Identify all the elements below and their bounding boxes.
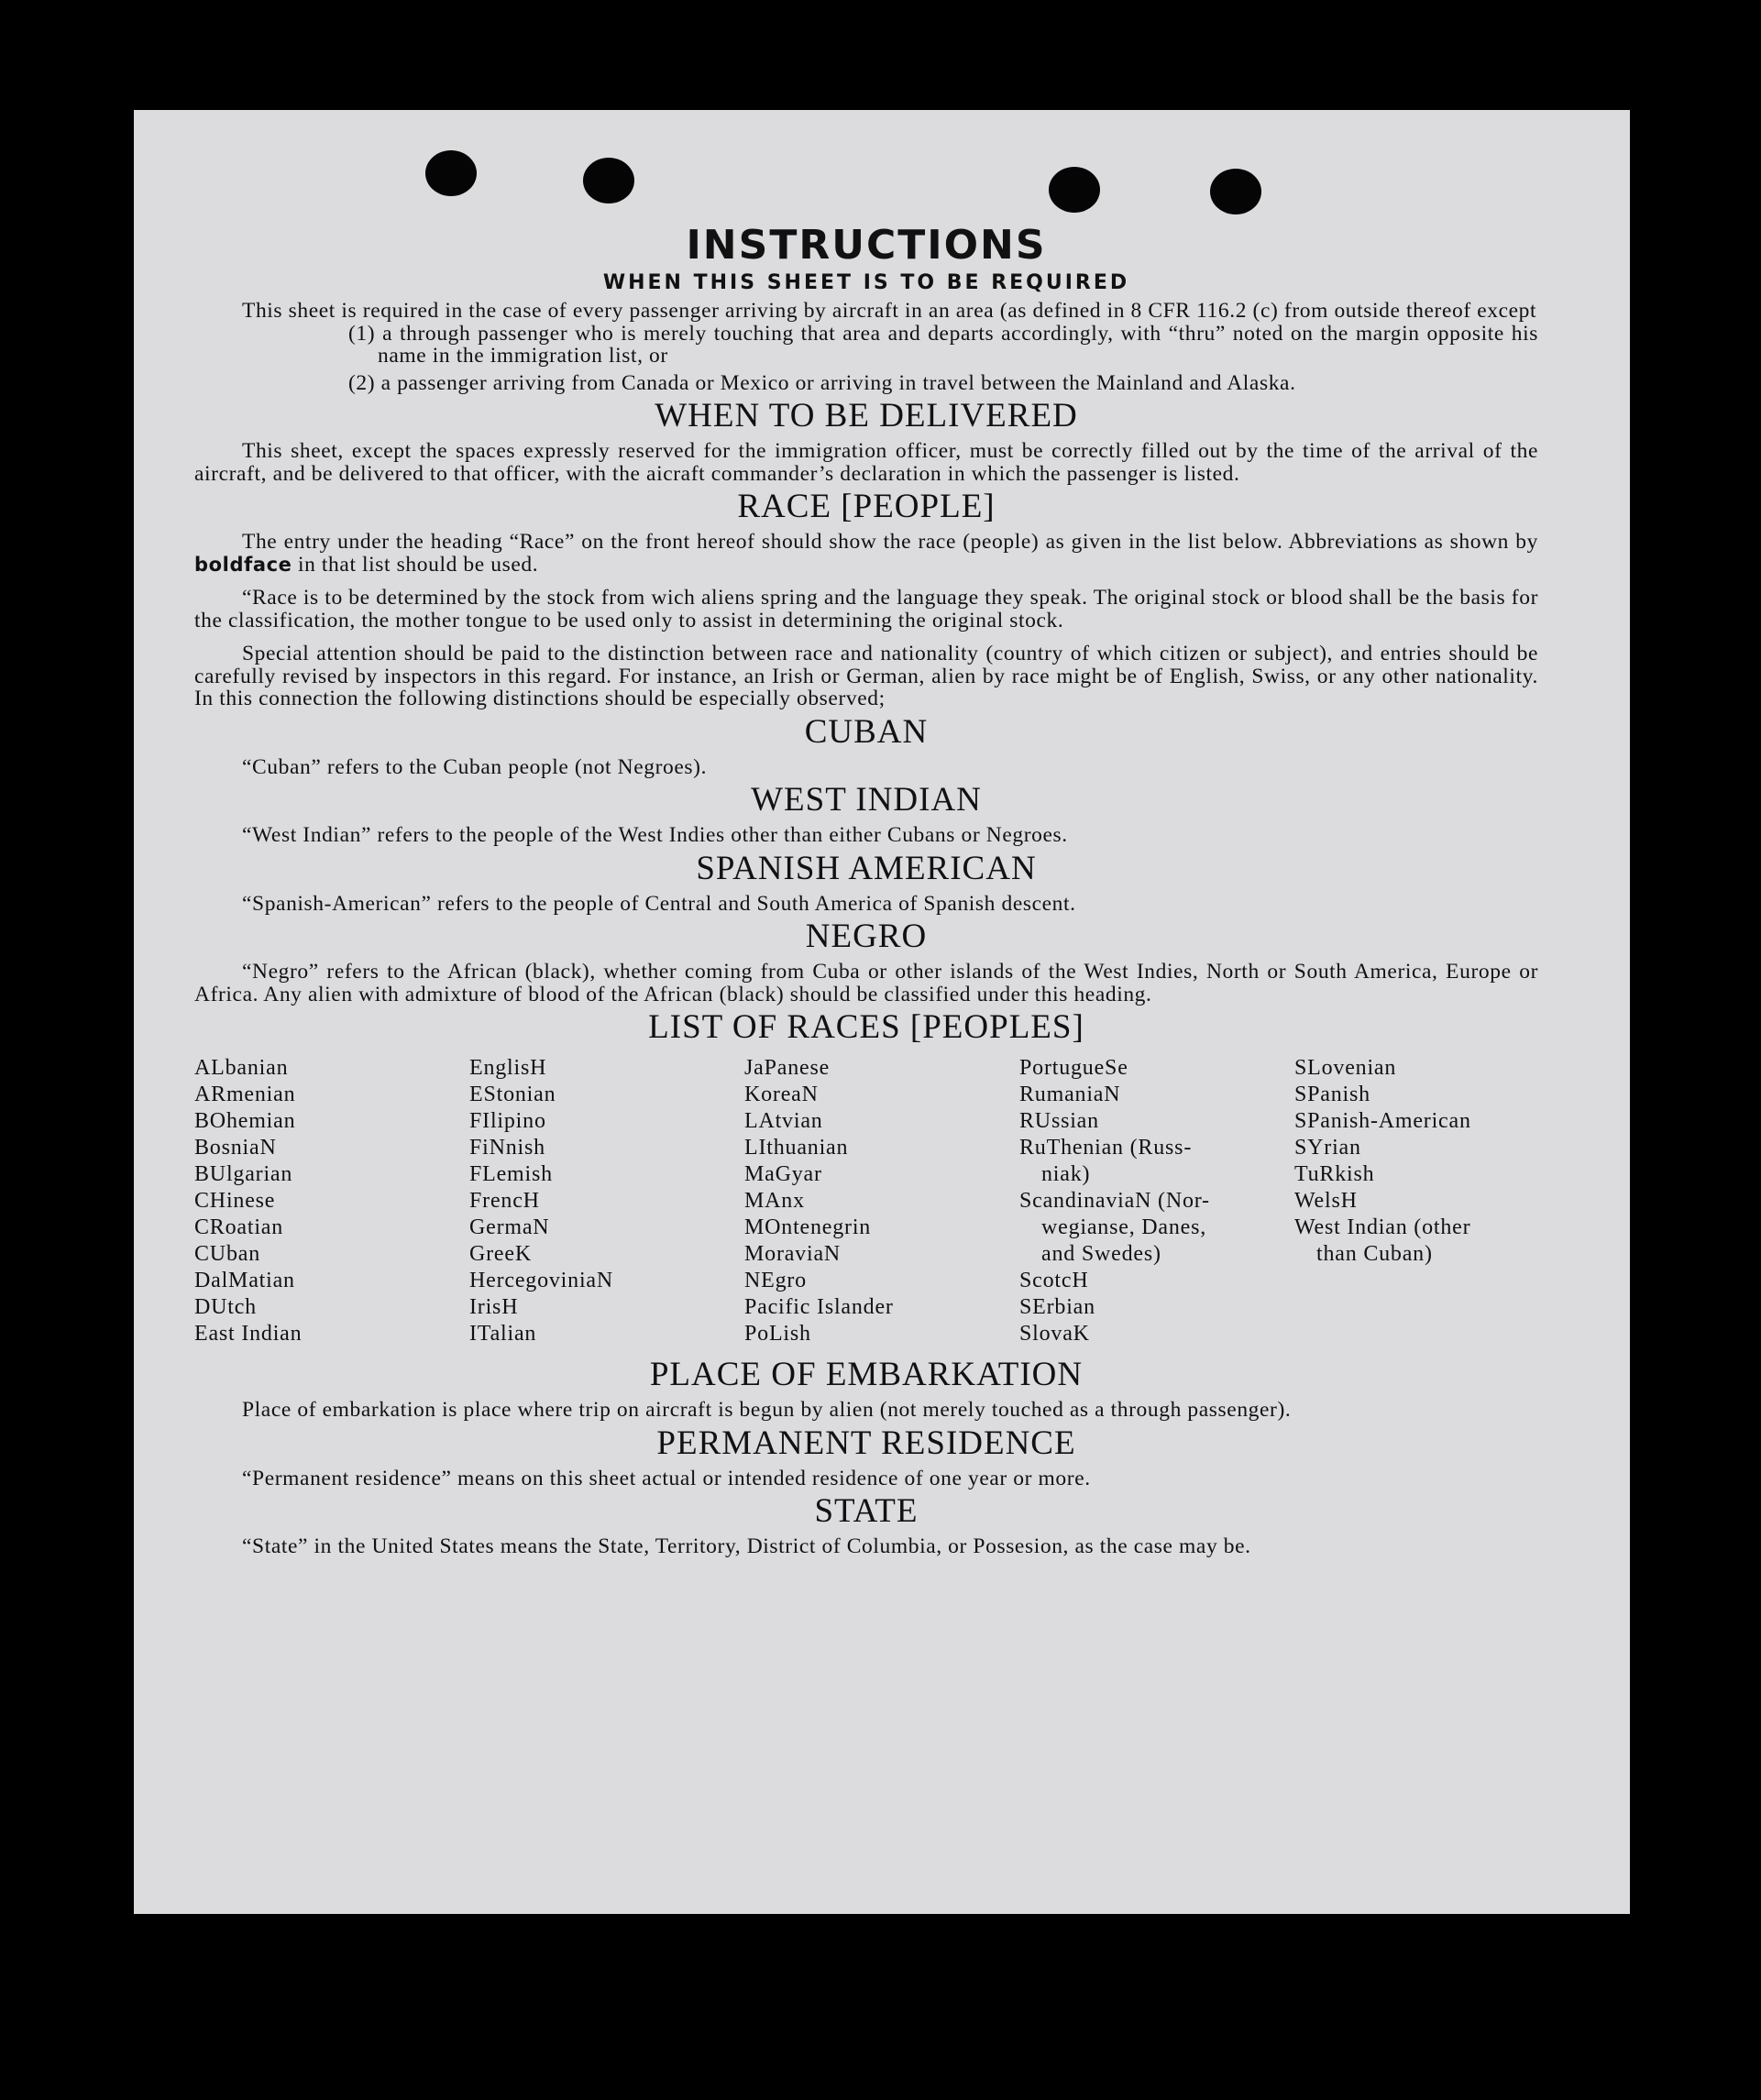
- race-entry: FLemish: [469, 1162, 553, 1186]
- race-entry: MOntenegrin: [744, 1215, 872, 1239]
- race-entry: KoreaN: [744, 1083, 819, 1106]
- west-indian-text: “West Indian” refers to the people of the West Indies other than either Cubans or Negroes.: [242, 823, 1068, 847]
- race-entry: CRoatian: [194, 1215, 284, 1239]
- race-entry: FiNnish: [469, 1136, 545, 1160]
- races-column-5: [1294, 1055, 1542, 1347]
- negro-heading: NEGRO: [805, 918, 928, 955]
- delivered-heading: WHEN TO BE DELIVERED: [655, 397, 1078, 434]
- race-entry: GermaN: [469, 1215, 550, 1239]
- races-column-4: [1019, 1055, 1294, 1347]
- residence-heading: PERMANENT RESIDENCE: [656, 1424, 1076, 1462]
- race-entry: FIlipino: [469, 1109, 546, 1133]
- state-text: “State” in the United States means the State, Territory, District of Columbia, or Possesion, as the case may be.: [242, 1534, 1251, 1558]
- race-entry: ITalian: [469, 1322, 537, 1346]
- residence-text: “Permanent residence” means on this sheet actual or intended residence of one year or more.: [242, 1466, 1091, 1490]
- race-entry: BUlgarian: [194, 1162, 293, 1186]
- punch-hole: [425, 150, 477, 196]
- race-entry: MoraviaN: [744, 1242, 842, 1266]
- embarkation-text: Place of embarkation is place where trip on aircraft is begun by alien (not merely touched as a through passenger).: [242, 1398, 1292, 1422]
- race-entry: than Cuban): [1316, 1242, 1433, 1266]
- race-entry: ScandinaviaN (Nor-: [1019, 1189, 1210, 1213]
- race-entry: TuRkish: [1294, 1162, 1375, 1186]
- race-entry: DUtch: [194, 1295, 257, 1319]
- race-entry: LAtvian: [744, 1109, 823, 1133]
- race-entry: CUban: [194, 1242, 260, 1266]
- embarkation-heading: PLACE OF EMBARKATION: [649, 1356, 1084, 1393]
- required-heading: WHEN THIS SHEET IS TO BE REQUIRED: [602, 271, 1130, 294]
- race-entry: BosniaN: [194, 1136, 277, 1160]
- race-entry: FrencH: [469, 1189, 540, 1213]
- boldface-word: boldface: [194, 553, 292, 576]
- races-column-2: [469, 1055, 744, 1347]
- race-entry: HercegoviniaN: [469, 1269, 614, 1292]
- race-entry: WelsH: [1294, 1189, 1358, 1213]
- race-entry: ALbanian: [194, 1056, 289, 1080]
- race-entry: RuThenian (Russ-: [1019, 1136, 1193, 1160]
- races-list-heading: LIST OF RACES [PEOPLES]: [648, 1008, 1084, 1046]
- race-entry: MAnx: [744, 1189, 805, 1213]
- page-title: INSTRUCTIONS: [686, 222, 1047, 269]
- required-intro: This sheet is required in the case of every passenger arriving by aircraft in an area (as defined in 8 CFR 116.2 (c) from outside thereof except: [242, 299, 1537, 323]
- race-entry: EStonian: [469, 1083, 556, 1106]
- race-entry: Pacific Islander: [744, 1295, 894, 1319]
- race-paragraph-3: Special attention should be paid to the distinction between race and nationality (country of which citizen or subject), and entries should be carefully revised by inspectors in this regard. For instance, an Irish or German, alien by race might be of English, Swiss, or any other nationality. In this connection the following distinctions should be especially observed;: [194, 642, 1538, 710]
- race-paragraph-2: “Race is to be determined by the stock from wich aliens spring and the language they speak. The original stock or blood shall be the basis for the classification, the mother tongue to be used only to assist in determining the original stock.: [194, 586, 1538, 632]
- race-entry: and Swedes): [1041, 1242, 1161, 1266]
- races-column-3: [744, 1055, 1019, 1347]
- delivered-text: This sheet, except the spaces expressly reserved for the immigration officer, must be correctly filled out by the time of the arrival of the aircraft, and be delivered to that officer, with the aicraft commander’s declaration in which the passenger is listed.: [194, 439, 1538, 486]
- spanish-american-heading: SPANISH AMERICAN: [696, 849, 1037, 887]
- race-entry: CHinese: [194, 1189, 276, 1213]
- race-entry: East Indian: [194, 1322, 303, 1346]
- race-entry: SPanish-American: [1294, 1109, 1471, 1133]
- race-entry: SYrian: [1294, 1136, 1361, 1160]
- punch-hole: [1049, 167, 1100, 213]
- negro-text: “Negro” refers to the African (black), whether coming from Cuba or other islands of the West Indies, North or South America, Europe or Africa. Any alien with admixture of blood of the African (black) should be classified under this heading.: [194, 960, 1538, 1006]
- exception-item-2: (2) a passenger arriving from Canada or Mexico or arriving in travel between the Mainland and Alaska.: [348, 370, 1296, 395]
- punch-hole: [1210, 169, 1261, 214]
- race-entry: ScotcH: [1019, 1269, 1089, 1292]
- race-entry: SPanish: [1294, 1083, 1370, 1106]
- races-column-1: [194, 1055, 469, 1347]
- race-entry: DalMatian: [194, 1269, 295, 1292]
- document-body: [194, 222, 1538, 1558]
- race-entry: EnglisH: [469, 1056, 547, 1080]
- race-entry: SLovenian: [1294, 1056, 1397, 1080]
- state-heading: STATE: [814, 1492, 919, 1530]
- race-entry: West Indian (other: [1294, 1215, 1471, 1239]
- race-entry: SlovaK: [1019, 1322, 1090, 1346]
- race-entry: NEgro: [744, 1269, 807, 1292]
- race-entry: PoLish: [744, 1322, 811, 1346]
- punch-hole: [583, 158, 634, 203]
- race-entry: MaGyar: [744, 1162, 822, 1186]
- race-entry: wegianse, Danes,: [1041, 1215, 1207, 1239]
- race-entry: IrisH: [469, 1295, 519, 1319]
- race-entry: GreeK: [469, 1242, 532, 1266]
- race-entry: RUssian: [1019, 1109, 1099, 1133]
- race-paragraph-1: The entry under the heading “Race” on the front hereof should show the race (people) as given in the list below. Abbreviations as shown by boldface in that list should be used.: [194, 530, 1538, 577]
- spanish-american-text: “Spanish-American” refers to the people of Central and South America of Spanish descent.: [242, 891, 1076, 916]
- race-entry: LIthuanian: [744, 1136, 849, 1160]
- races-list: [194, 1055, 1538, 1347]
- race-entry: JaPanese: [744, 1056, 831, 1080]
- race-heading: RACE [PEOPLE]: [737, 488, 996, 525]
- race-entry: RumaniaN: [1019, 1083, 1121, 1106]
- west-indian-heading: WEST INDIAN: [751, 781, 982, 819]
- race-entry: PortugueSe: [1019, 1056, 1128, 1080]
- race-entry: SErbian: [1019, 1295, 1095, 1319]
- race-entry: niak): [1041, 1162, 1091, 1186]
- exception-item-1: (1) a through passenger who is merely touching that area and departs accordingly, with “thru” noted on the margin opposite his name in the immigration list, or: [348, 321, 1538, 368]
- race-entry: BOhemian: [194, 1109, 296, 1133]
- cuban-text: “Cuban” refers to the Cuban people (not Negroes).: [242, 754, 708, 779]
- document-sheet: [134, 110, 1630, 1914]
- cuban-heading: CUBAN: [804, 712, 929, 751]
- race-entry: ARmenian: [194, 1083, 296, 1106]
